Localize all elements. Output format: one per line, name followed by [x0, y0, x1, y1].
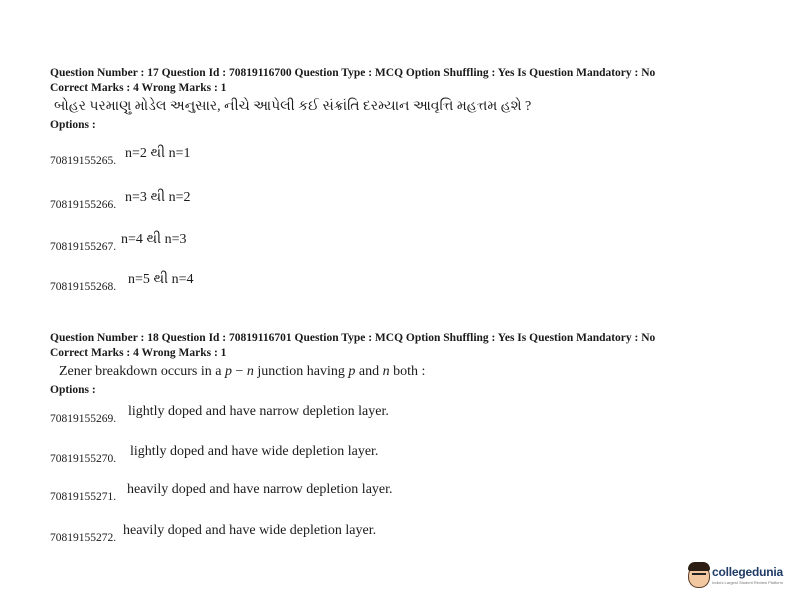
- option-id: 70819155270.: [50, 453, 117, 465]
- question-18-block: [50, 331, 750, 398]
- option-text: n=3 થી n=2: [125, 190, 191, 205]
- question-18-option-2[interactable]: [50, 436, 650, 466]
- question-17-block: [50, 66, 750, 133]
- option-text: n=2 થી n=1: [125, 146, 191, 161]
- student-mascot-icon: [688, 564, 710, 588]
- question-18-text-part: and: [355, 364, 383, 379]
- question-18-options-label: Options :: [50, 384, 96, 396]
- question-18-text-part: −: [231, 364, 247, 379]
- question-18-text-part: Zener breakdown occurs in a: [59, 364, 225, 379]
- question-18-option-1[interactable]: [50, 396, 650, 426]
- option-text: lightly doped and have wide depletion layer.: [130, 444, 379, 459]
- question-17-meta-line1: Question Number : 17 Question Id : 70819116700 Question Type : MCQ Option Shuffling : Yes Is Question Mandatory : No: [50, 67, 656, 79]
- mascot-glasses: [692, 573, 706, 579]
- mascot-hair: [688, 562, 710, 571]
- question-18-text-part: junction having: [253, 364, 349, 379]
- watermark-tagline: India's Largest Student Review Platform: [712, 580, 784, 585]
- question-18-var-p: p: [348, 364, 356, 379]
- option-id: 70819155266.: [50, 199, 117, 211]
- question-17-option-4[interactable]: [50, 264, 650, 294]
- question-17-meta-line2: Correct Marks : 4 Wrong Marks : 1: [50, 82, 227, 94]
- question-18-var-p: p: [224, 364, 232, 379]
- option-id: 70819155269.: [50, 413, 117, 425]
- option-text: lightly doped and have narrow depletion layer.: [128, 404, 389, 419]
- question-18-option-3[interactable]: [50, 474, 650, 504]
- question-18-var-n: n: [382, 364, 390, 379]
- option-text: n=5 થી n=4: [128, 272, 194, 287]
- question-18-text: [50, 363, 750, 381]
- option-text: n=4 થી n=3: [121, 232, 187, 247]
- question-17-option-2[interactable]: [50, 182, 650, 212]
- option-id: 70819155271.: [50, 491, 117, 503]
- option-text: heavily doped and have wide depletion layer.: [123, 523, 377, 538]
- question-18-option-4[interactable]: [50, 515, 650, 545]
- watermark-name: collegedunia: [712, 565, 783, 579]
- question-18-text-part: both :: [389, 364, 426, 379]
- option-id: 70819155268.: [50, 281, 117, 293]
- option-id: 70819155272.: [50, 532, 117, 544]
- option-id: 70819155265.: [50, 155, 117, 167]
- question-17-option-1[interactable]: [50, 138, 650, 168]
- question-18-var-n: n: [246, 364, 254, 379]
- option-id: 70819155267.: [50, 241, 117, 253]
- question-17-option-3[interactable]: [50, 224, 650, 254]
- question-18-meta-line1: Question Number : 18 Question Id : 70819116701 Question Type : MCQ Option Shuffling : Yes Is Question Mandatory : No: [50, 332, 656, 344]
- question-18-meta-line2: Correct Marks : 4 Wrong Marks : 1: [50, 347, 227, 359]
- option-text: heavily doped and have narrow depletion layer.: [127, 482, 393, 497]
- collegedunia-watermark: [688, 562, 784, 590]
- question-17-text: બોહર પરમાણુ મોડેલ અનુસાર, નીચે આપેલી કઈ સંક્રાંતિ દરમ્યાન આવૃત્તિ મહત્તમ હશે ?: [54, 99, 532, 114]
- question-17-options-label: Options :: [50, 119, 96, 131]
